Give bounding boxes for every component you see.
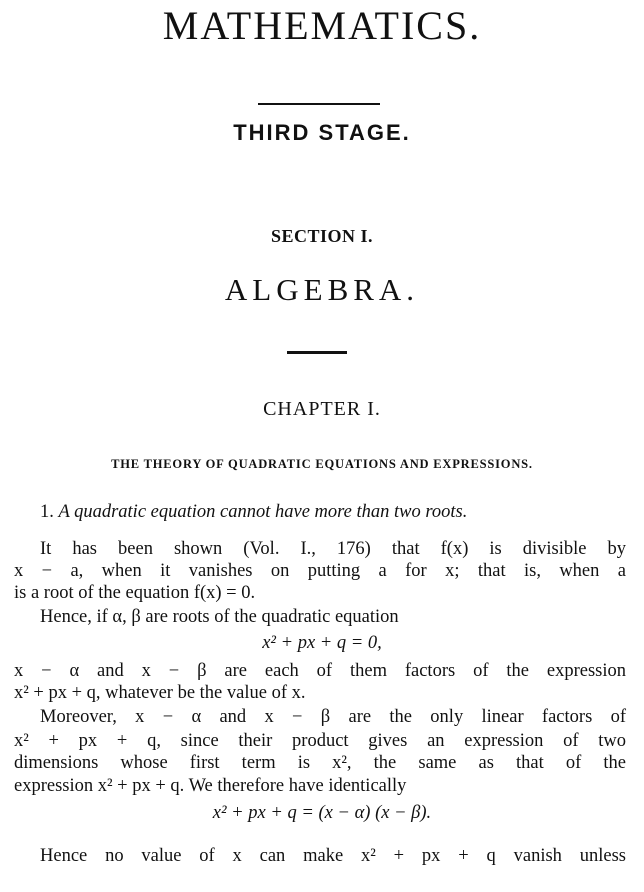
- text-line: It has been shown (Vol. I., 176) that f(x) is divisible by: [40, 539, 626, 559]
- proposition: [40, 502, 626, 523]
- text-line: x² + px + q, whatever be the value of x.: [14, 683, 306, 703]
- text-line: x² + px + q, since their product gives an expression of two: [14, 731, 626, 751]
- equation: x² + px + q = (x − α) (x − β).: [212, 803, 432, 823]
- book-title: MATHEMATICS.: [162, 3, 482, 48]
- proposition-number: 1.: [40, 502, 54, 522]
- text-line: Moreover, x − α and x − β are the only linear factors of: [40, 707, 626, 727]
- text-line: x − a, when it vanishes on putting a for x; that is, when a: [14, 561, 626, 581]
- text-line: x − α and x − β are each of them factors of the expression: [14, 661, 626, 681]
- chapter-title: THE THEORY OF QUADRATIC EQUATIONS AND EXPRESSIONS.: [111, 457, 533, 471]
- chapter-heading: CHAPTER I.: [263, 398, 381, 420]
- text-line: Hence no value of x can make x² + px + q vanish unless: [40, 846, 626, 866]
- text-line: is a root of the equation f(x) = 0.: [14, 583, 256, 603]
- text-line: dimensions whose first term is x², the same as that of the: [14, 753, 626, 773]
- subject-heading: ALGEBRA.: [224, 272, 420, 307]
- text-line: Hence, if α, β are roots of the quadratic equation: [40, 607, 399, 627]
- divider-rule: [287, 351, 347, 354]
- divider-rule: [258, 103, 380, 105]
- text-line: expression x² + px + q. We therefore have identically: [14, 776, 407, 796]
- proposition-text: A quadratic equation cannot have more than two roots.: [58, 502, 468, 522]
- stage-heading: THIRD STAGE.: [233, 120, 411, 145]
- equation: x² + px + q = 0,: [262, 633, 382, 653]
- section-heading: SECTION I.: [270, 226, 374, 246]
